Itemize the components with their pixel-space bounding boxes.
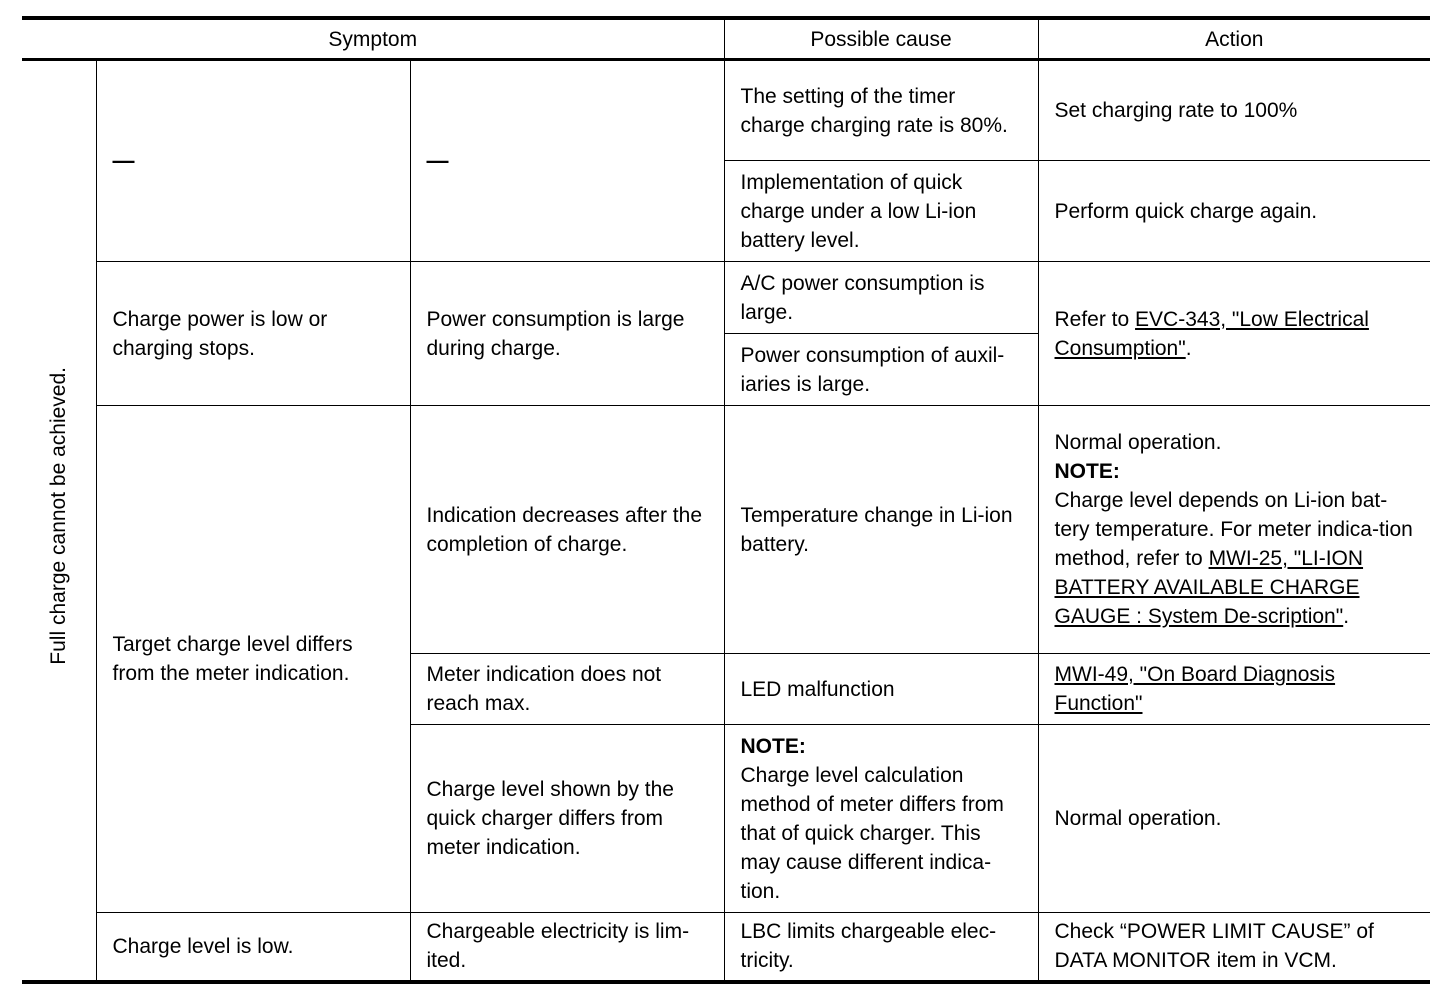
note-label: NOTE: xyxy=(1054,460,1120,483)
symptom-b-cell: Meter indication does not reach max. xyxy=(410,654,724,725)
category-label: Full charge cannot be achieved. xyxy=(47,367,71,666)
symptom-b-cell: Charge level shown by the quick charger differs from meter indication. xyxy=(410,725,724,913)
action-cell: Check “POWER LIMIT CAUSE” of DATA MONITOR item in VCM. xyxy=(1038,913,1430,982)
symptom-a-cell xyxy=(96,60,410,262)
symptom-b-cell: Chargeable electricity is lim-ited. xyxy=(410,913,724,982)
header-symptom: Symptom xyxy=(22,18,724,60)
cause-cell: A/C power consumption is large. xyxy=(724,262,1038,334)
cause-cell: Implementation of quick charge under a low Li-ion battery level. xyxy=(724,161,1038,262)
table-row xyxy=(22,913,1430,982)
reference-link[interactable]: MWI-25, "LI-ION BATTERY AVAILABLE CHARGE GAUGE : System De-scription" xyxy=(1054,547,1364,628)
symptom-b-cell: Power consumption is large during charge. xyxy=(410,262,724,406)
symptom-b-cell xyxy=(410,60,724,262)
action-cell: Perform quick charge again. xyxy=(1038,161,1430,262)
symptom-a-cell: Target charge level differs from the meter indication. xyxy=(96,406,410,913)
symptom-b-cell: Indication decreases after the completion of charge. xyxy=(410,406,724,654)
action-cell: Normal operation. xyxy=(1038,725,1430,913)
table-row xyxy=(22,60,1430,161)
note-text: Charge level calculation method of meter differs from that of quick charger. This may cause different indica-tion. xyxy=(740,763,1004,903)
table-row xyxy=(22,262,1430,334)
cause-cell: LED malfunction xyxy=(724,654,1038,725)
action-cell: Set charging rate to 100% xyxy=(1038,60,1430,161)
action-cell xyxy=(1038,262,1430,406)
note-text: Charge level depends on Li-ion bat-tery temperature. For meter indica-tion method, refer to xyxy=(1054,489,1413,570)
reference-link[interactable]: EVC-343, "Low Electrical Consumption" xyxy=(1054,307,1369,360)
cause-cell: LBC limits chargeable elec-tricity. xyxy=(724,913,1038,982)
table-row xyxy=(22,406,1430,654)
action-text: . xyxy=(1343,605,1350,628)
action-cell xyxy=(1038,406,1430,654)
header-possible-cause: Possible cause xyxy=(724,18,1038,60)
dash-placeholder: — xyxy=(426,148,449,173)
action-text: Normal operation. xyxy=(1054,431,1222,454)
note-label: NOTE: xyxy=(740,734,806,758)
cause-cell xyxy=(724,725,1038,913)
dash-placeholder: — xyxy=(112,148,135,173)
action-cell xyxy=(1038,654,1430,725)
cause-cell: Temperature change in Li-ion battery. xyxy=(724,406,1038,654)
symptom-a-cell: Charge level is low. xyxy=(96,913,410,982)
reference-link[interactable]: MWI-49, "On Board Diagnosis Function" xyxy=(1054,663,1336,715)
table-header-row xyxy=(22,18,1430,60)
symptom-a-cell: Charge power is low or charging stops. xyxy=(96,262,410,406)
cause-cell: The setting of the timer charge charging rate is 80%. xyxy=(724,60,1038,161)
action-text: . xyxy=(1185,336,1192,360)
category-cell xyxy=(22,60,96,982)
cause-cell: Power consumption of auxil-iaries is large. xyxy=(724,334,1038,406)
action-text: Refer to xyxy=(1054,307,1136,331)
header-action: Action xyxy=(1038,18,1430,60)
troubleshooting-table xyxy=(22,16,1430,984)
